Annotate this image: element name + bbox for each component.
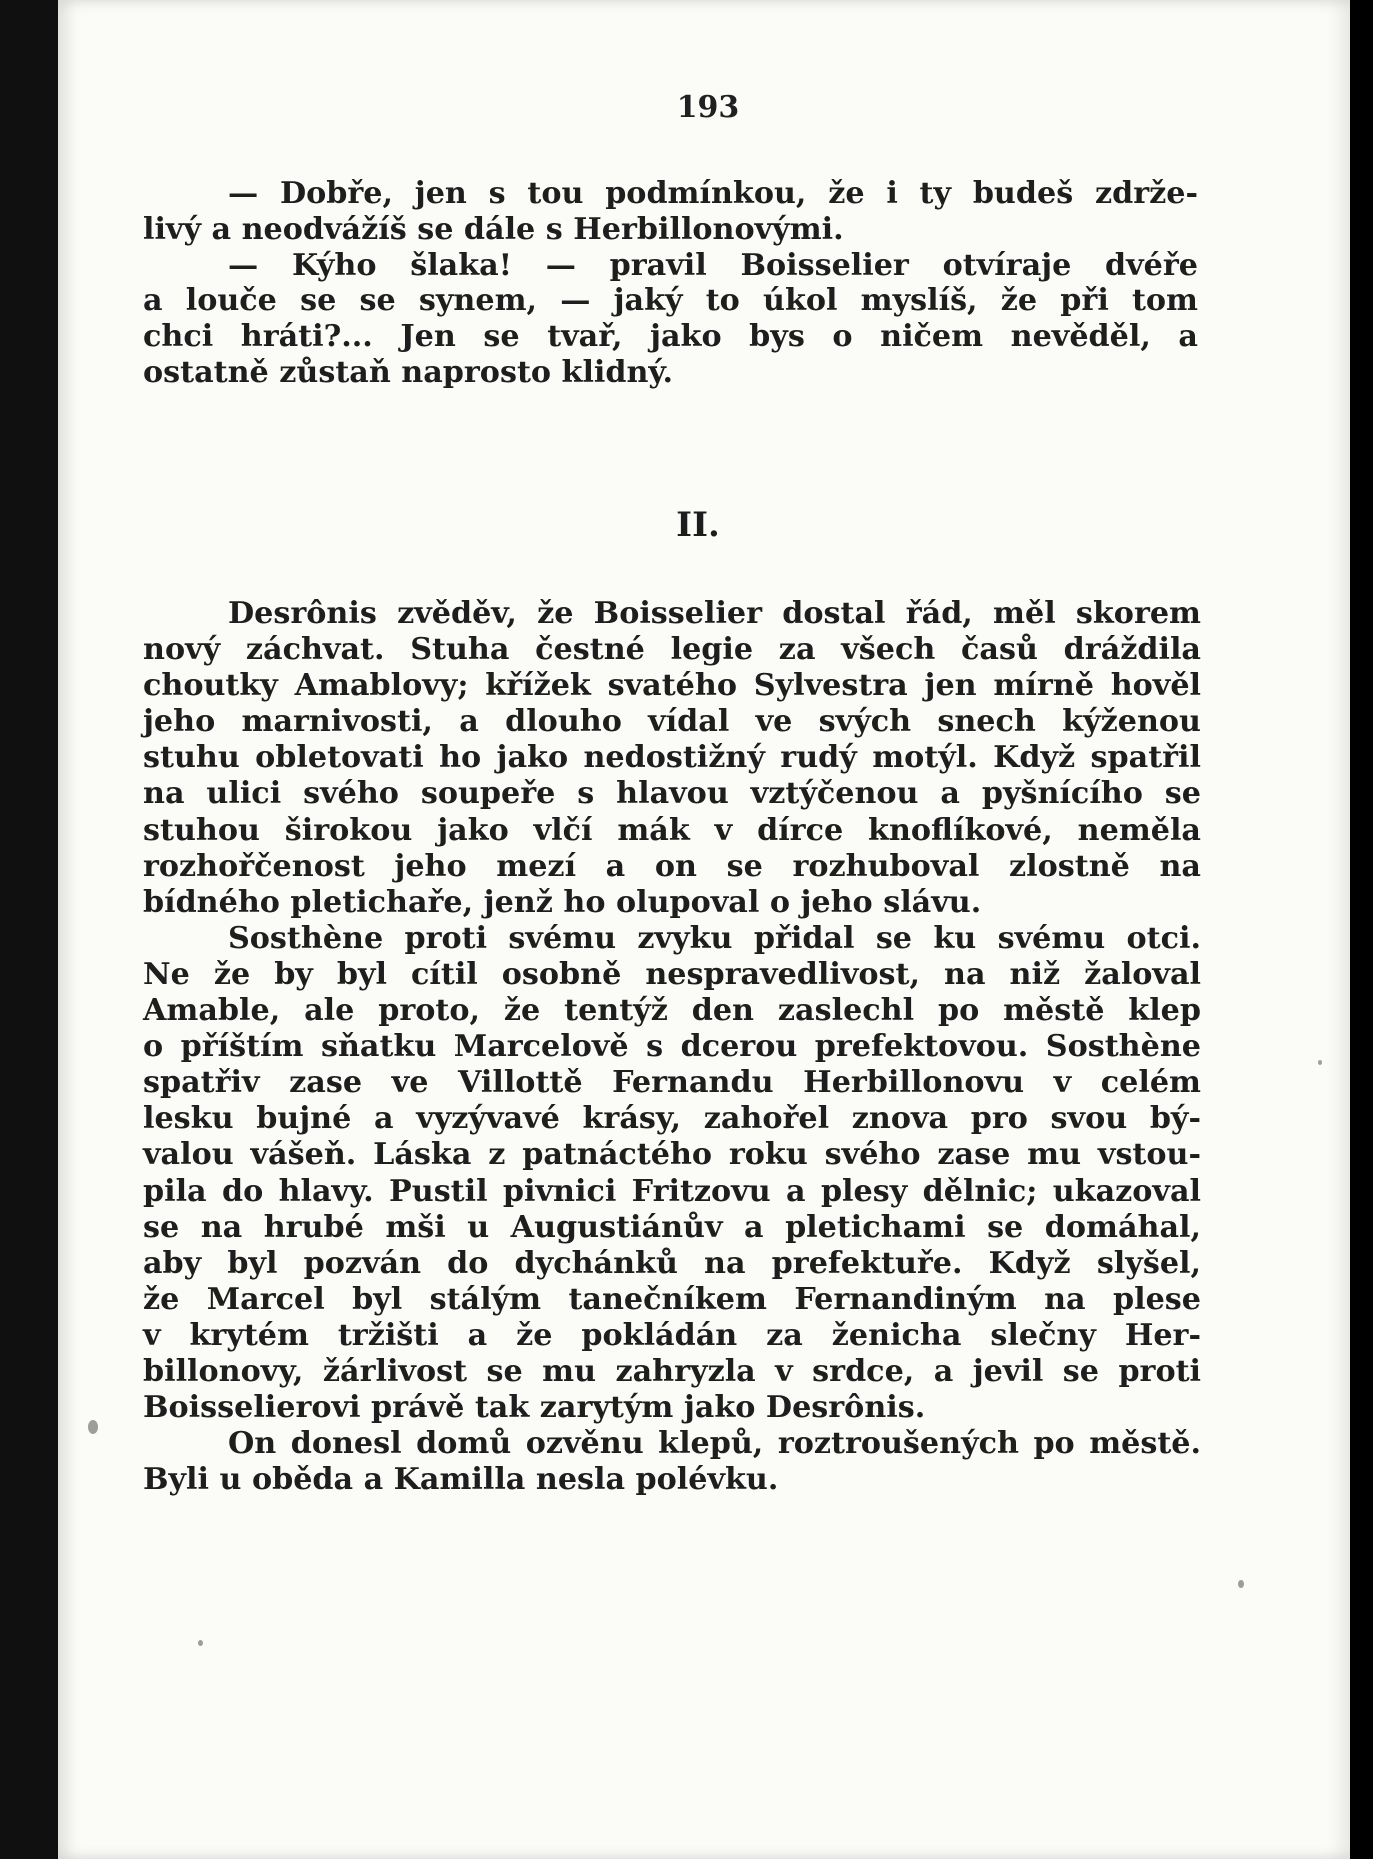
chapter-heading: II. [676,505,720,545]
text-line: na ulici svého soupeře s hlavou vztýčenou a pyšnícího se [143,776,1201,812]
text-line: Sosthène proti svému zvyku přidal se ku svému otci. [228,920,1201,956]
text-line: o příštím sňatku Marcelově s dcerou prefektovou. Sosthène [143,1029,1201,1065]
text-line: pila do hlavy. Pustil pivnici Fritzovu a plesy dělnic; ukazoval [143,1173,1201,1209]
text-line: livý a neodvážíš se dále s Herbillonovými. [143,211,844,247]
text-line: Boisselierovi právě tak zarytým jako Desrônis. [143,1390,926,1426]
scan-speck [1318,1060,1322,1065]
text-line: Amable, ale proto, že tentýž den zaslechl po městě klep [143,993,1201,1029]
scan-speck [88,1420,98,1434]
text-line: stuhou širokou jako vlčí mák v dírce knoflíkové, neměla [143,812,1201,848]
text-line: nový záchvat. Stuha čestné legie za všech časů dráždila [143,632,1201,668]
text-line: valou vášeň. Láska z patnáctého roku svého zase mu vstou- [143,1137,1201,1173]
text-line: Desrônis zvěděv, že Boisselier dostal řád, měl skorem [228,596,1201,631]
text-line: spatřiv zase ve Villottě Fernandu Herbillonovu v celém [143,1065,1201,1101]
text-line: a louče se se synem, — jaký to úkol myslíš, že při tom [143,283,1198,319]
text-line: Byli u oběda a Kamilla nesla polévku. [143,1462,779,1498]
paper-page [58,0,1350,1859]
text-line: v krytém tržišti a že pokládán za ženicha slečny Her- [143,1317,1201,1353]
scan-speck [198,1640,203,1646]
section-2-text [143,596,1201,1498]
text-line: billonovy, žárlivost se mu zahryzla v srdce, a jevil se proti [143,1353,1201,1389]
text-line: chci hráti?... Jen se tvař, jako bys o ničem nevěděl, a [143,319,1198,355]
scan-left-border [0,0,58,1859]
text-line: ostatně zůstaň naprosto klidný. [143,354,674,390]
text-line: bídného pletichaře, jenž ho olupoval o jeho slávu. [143,884,982,920]
text-line: — Kýho šlaka! — pravil Boisselier otvíraje dvéře [228,247,1198,283]
scan-right-border [1350,0,1373,1859]
text-line: se na hrubé mši u Augustiánův a pletichami se domáhal, [143,1209,1201,1245]
section-1-text [143,176,1198,391]
text-line: lesku bujné a vyzývavé krásy, zahořel znova pro svou bý- [143,1101,1201,1137]
text-line: Ne že by byl cítil osobně nespravedlivost, na niž žaloval [143,956,1201,992]
text-line: — Dobře, jen s tou podmínkou, že i ty budeš zdrže- [228,176,1198,211]
text-line: On donesl domů ozvěnu klepů, roztroušených po městě. [228,1426,1201,1462]
text-line: choutky Amablovy; křížek svatého Sylvestra jen mírně hověl [143,668,1201,704]
text-line: že Marcel byl stálým tanečníkem Fernandiným na plese [143,1281,1201,1317]
text-line: aby byl pozván do dychánků na prefektuře. Když slyšel, [143,1245,1201,1281]
text-line: jeho marnivosti, a dlouho vídal ve svých snech kýženou [143,704,1201,740]
page-number: 193 [676,90,740,125]
text-line: stuhu obletovati ho jako nedostižný rudý motýl. Když spatřil [143,740,1201,776]
text-line: rozhořčenost jeho mezí a on se rozhuboval zlostně na [143,848,1201,884]
scan-speck [1238,1580,1244,1588]
